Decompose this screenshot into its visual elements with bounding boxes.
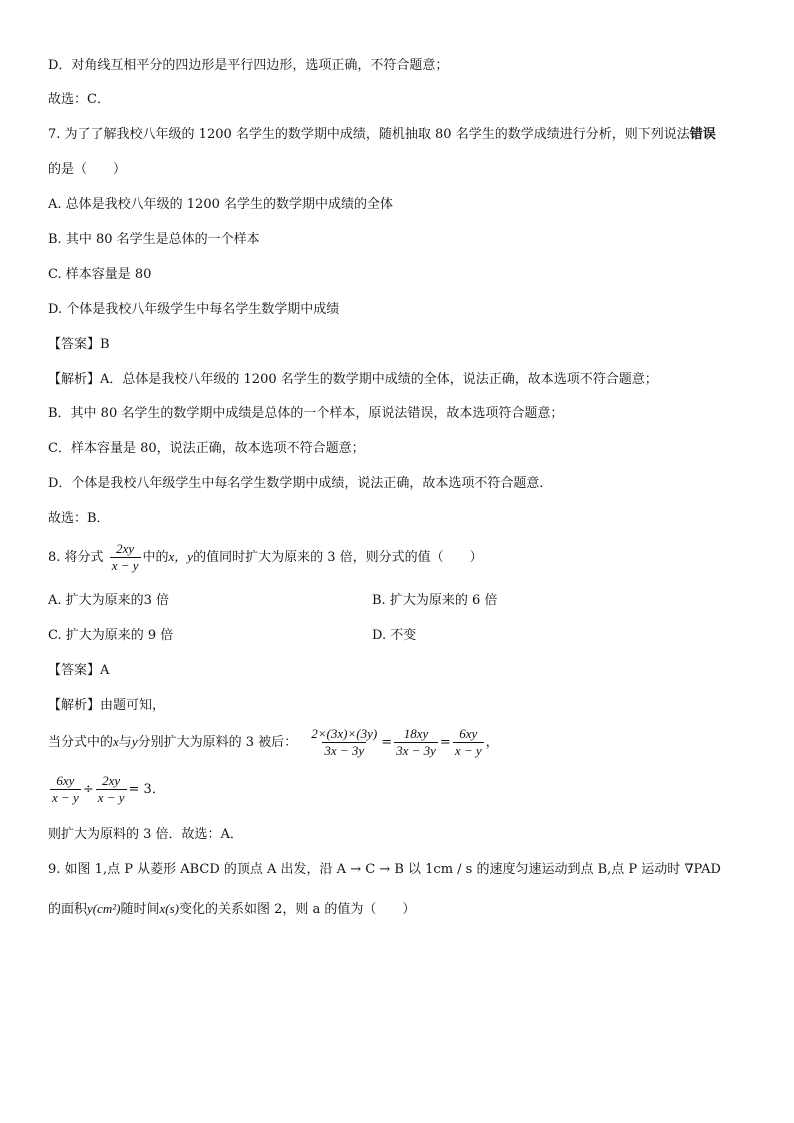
q8-fraction-4 (50, 773, 81, 806)
q7-stem-text: 7. 为了了解我校八年级的 1200 名学生的数学期中成绩，随机抽取 80 名学生的数学成绩进行分析，则下列说法 (48, 127, 690, 142)
q7-stem-line1 (48, 126, 716, 144)
q7-answer-line (48, 336, 110, 354)
q7-choice: 故选：B． (48, 511, 110, 526)
equals-sign: = (381, 735, 393, 750)
q7-stem-line2: 的是（ ） (48, 162, 127, 177)
q8-option-b: B. 扩大为原来的 6 倍 (372, 593, 498, 608)
fraction-numerator: 18xy (403, 726, 429, 741)
q9-stem-line1: 9. 如图 1,点 P 从菱形 ABCD 的顶点 A 出发，沿 A → C → B 以 1cm / s 的速度匀速运动到点 B,点 P 运动时 ∇PAD (48, 862, 721, 877)
q8-derivation-step (48, 726, 499, 759)
q8-fraction-2 (394, 726, 438, 759)
answer-tag: 【答案】 (48, 663, 101, 678)
fraction-denominator: 3x − 3y (324, 743, 365, 758)
q8-result: = 3 (128, 782, 152, 797)
q7-stem-bold: 错误 (689, 127, 716, 142)
q7-option-b: B. 其中 80 名学生是总体的一个样本 (48, 232, 260, 247)
q7-analysis-b: B．其中 80 名学生的数学期中成绩是总体的一个样本，原说法错误，故本选项符合题意； (48, 406, 564, 421)
q9-line2-mid: 随时间 (120, 902, 160, 917)
answer-tag: 【答案】 (48, 337, 101, 352)
q8-fraction-3 (453, 726, 484, 759)
prev-choice-line: 故选：C． (48, 92, 110, 107)
equals-sign: = (439, 735, 451, 750)
q9-stem-line2 (48, 900, 415, 919)
q8-conclusion: 则扩大为原料的 3 倍．故选：A． (48, 827, 243, 842)
q7-answer: B (100, 337, 110, 352)
fraction-numerator: 2xy (102, 773, 121, 788)
q8-stem-post: 的值同时扩大为原来的 3 倍，则分式的值（ ） (193, 550, 483, 565)
q8-stem-fraction (110, 541, 141, 574)
fraction-numerator: 6xy (56, 773, 75, 788)
q8-analysis-intro (48, 697, 165, 715)
prev-option-d-line: D．对角线互相平分的四边形是平行四边形，选项正确，不符合题意； (48, 58, 449, 73)
q9-y-unit: y(cm²) (87, 901, 121, 916)
q8-fraction-1 (309, 726, 379, 759)
q8-option-a: A. 扩大为原来的3 倍 (48, 593, 170, 608)
q8-stem-mid: 中的 (142, 550, 169, 565)
q9-line2-post: 变化的关系如图 2，则 a 的值为（ ） (179, 902, 416, 917)
q7-analysis-a (48, 371, 658, 389)
period: ． (151, 782, 165, 797)
fraction-denominator: 3x − 3y (396, 743, 436, 758)
q7-analysis-a-text: A．总体是我校八年级的 1200 名学生的数学期中成绩的全体，说法正确，故本选项不符合题意； (100, 372, 658, 387)
analysis-tag: 【解析】 (48, 372, 101, 387)
q9-line2-pre: 的面积 (48, 902, 88, 917)
q7-analysis-d: D．个体是我校八年级学生中每名学生数学期中成绩，说法正确，故本选项不符合题意． (48, 476, 553, 491)
q8-step-post: 分别扩大为原料的 3 被后： (137, 735, 298, 750)
q8-answer-line (48, 662, 109, 680)
fraction-denominator: x − y (454, 743, 482, 758)
comma: ， (485, 735, 499, 750)
fraction-denominator: x − y (97, 790, 125, 805)
q8-answer: A (100, 663, 110, 678)
q7-option-c: C. 样本容量是 80 (48, 267, 152, 282)
q8-fraction-5 (96, 773, 127, 806)
q9-x-unit: x(s) (159, 901, 180, 916)
fraction-denominator: x − y (111, 558, 139, 573)
q8-stem-pre: 8. 将分式 (48, 550, 104, 565)
q8-step-and: 与 (118, 735, 132, 750)
q8-option-d: D. 不变 (372, 628, 417, 643)
q8-option-c: C. 扩大为原来的 9 倍 (48, 628, 174, 643)
analysis-tag: 【解析】 (48, 698, 101, 713)
fraction-numerator: 2xy (116, 541, 135, 556)
q8-analysis-intro-text: 由题可知， (100, 698, 166, 713)
q7-analysis-c: C．样本容量是 80，说法正确，故本选项不符合题意； (48, 441, 365, 456)
fraction-numerator: 2×(3x)×(3y) (311, 726, 378, 741)
q8-step-pre: 当分式中的 (48, 735, 114, 750)
q8-step-y: y (131, 734, 138, 749)
division-sign: ÷ (82, 782, 94, 797)
fraction-numerator: 6xy (459, 726, 478, 741)
q7-option-d: D. 个体是我校八年级学生中每名学生数学期中成绩 (48, 302, 340, 317)
q8-vars: x，y (168, 549, 194, 564)
q7-option-a: A. 总体是我校八年级的 1200 名学生的数学期中成绩的全体 (48, 197, 394, 212)
q8-stem (48, 541, 483, 574)
q8-division-step (48, 773, 165, 806)
fraction-denominator: x − y (52, 790, 79, 805)
q8-step-x: x (113, 734, 119, 749)
